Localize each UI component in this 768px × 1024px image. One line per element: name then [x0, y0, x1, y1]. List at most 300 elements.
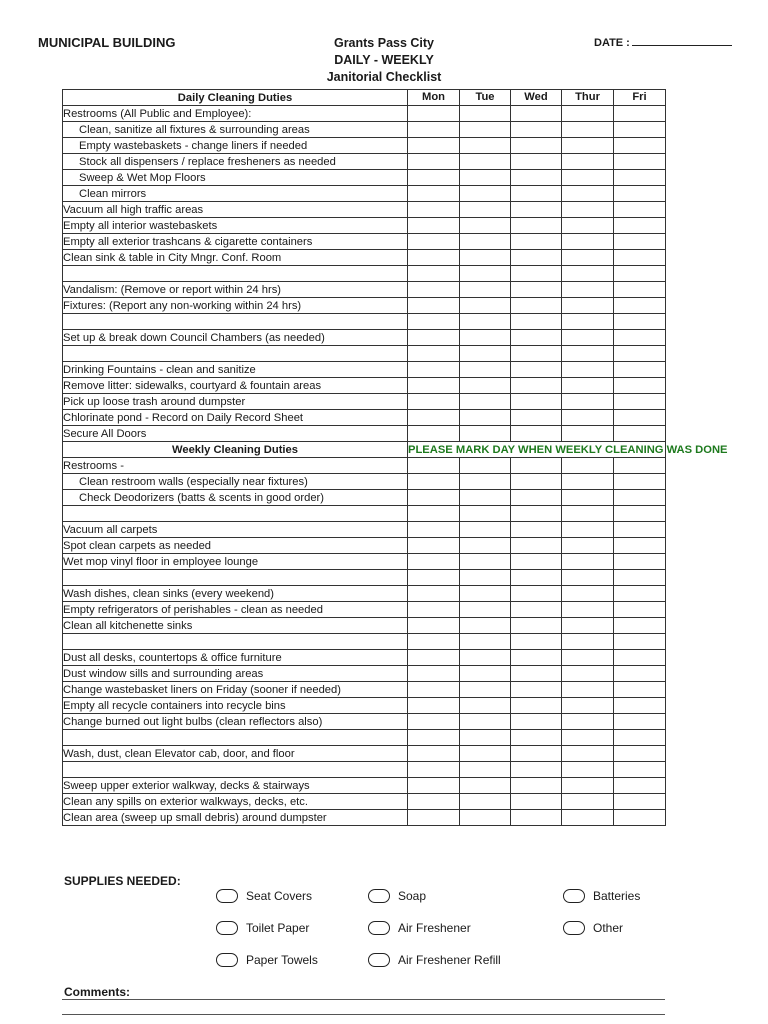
weekly-row: [63, 538, 666, 554]
check-cell-mon[interactable]: [408, 346, 460, 362]
check-cell-wed[interactable]: [511, 202, 562, 218]
check-cell-mon[interactable]: [408, 474, 460, 490]
weekly-row: [63, 522, 666, 538]
check-cell-thur[interactable]: [562, 762, 614, 778]
check-cell-mon[interactable]: [408, 538, 460, 554]
check-cell-wed[interactable]: [511, 746, 562, 762]
check-cell-thur[interactable]: [562, 554, 614, 570]
supply-option-soap[interactable]: [368, 887, 426, 905]
check-cell-tue[interactable]: [460, 714, 511, 730]
check-cell-mon[interactable]: [408, 186, 460, 202]
check-cell-fri[interactable]: [614, 458, 666, 474]
check-cell-wed[interactable]: [511, 106, 562, 122]
check-cell-fri[interactable]: [614, 618, 666, 634]
check-cell-thur[interactable]: [562, 346, 614, 362]
check-cell-tue[interactable]: [460, 170, 511, 186]
check-cell-tue[interactable]: [460, 394, 511, 410]
check-cell-tue[interactable]: [460, 362, 511, 378]
daily-row: [63, 410, 666, 426]
check-cell-tue[interactable]: [460, 298, 511, 314]
check-cell-tue[interactable]: [460, 122, 511, 138]
check-cell-wed[interactable]: [511, 666, 562, 682]
supply-label: Batteries: [593, 889, 641, 903]
check-cell-thur[interactable]: [562, 682, 614, 698]
supply-option-other[interactable]: [563, 919, 623, 937]
supply-label: Air Freshener Refill: [398, 953, 501, 967]
check-cell-tue[interactable]: [460, 794, 511, 810]
check-cell-tue[interactable]: [460, 346, 511, 362]
check-cell-tue[interactable]: [460, 538, 511, 554]
check-cell-wed[interactable]: [511, 170, 562, 186]
check-cell-tue[interactable]: [460, 570, 511, 586]
check-cell-tue[interactable]: [460, 762, 511, 778]
checkbox-oval[interactable]: [368, 889, 390, 903]
date-field[interactable]: [594, 35, 732, 49]
check-cell-wed[interactable]: [511, 362, 562, 378]
check-cell-tue[interactable]: [460, 522, 511, 538]
check-cell-tue[interactable]: [460, 618, 511, 634]
check-cell-thur[interactable]: [562, 250, 614, 266]
check-cell-thur[interactable]: [562, 746, 614, 762]
check-cell-fri[interactable]: [614, 138, 666, 154]
weekly-header-row: [63, 442, 666, 458]
check-cell-mon[interactable]: [408, 746, 460, 762]
supply-option-paper-towels[interactable]: [216, 951, 318, 969]
daily-row: [63, 378, 666, 394]
check-cell-tue[interactable]: [460, 474, 511, 490]
check-cell-fri[interactable]: [614, 538, 666, 554]
task-label: Vacuum all high traffic areas: [63, 202, 408, 218]
check-cell-wed[interactable]: [511, 314, 562, 330]
check-cell-tue[interactable]: [460, 602, 511, 618]
check-cell-fri[interactable]: [614, 170, 666, 186]
daily-row: [63, 362, 666, 378]
check-cell-thur[interactable]: [562, 138, 614, 154]
check-cell-mon[interactable]: [408, 330, 460, 346]
check-cell-tue[interactable]: [460, 330, 511, 346]
check-cell-thur[interactable]: [562, 602, 614, 618]
task-label: Restrooms -: [63, 458, 408, 474]
check-cell-wed[interactable]: [511, 186, 562, 202]
date-blank-line[interactable]: [632, 35, 732, 46]
check-cell-fri[interactable]: [614, 570, 666, 586]
supply-option-seat-covers[interactable]: [216, 887, 312, 905]
check-cell-mon[interactable]: [408, 554, 460, 570]
check-cell-mon[interactable]: [408, 810, 460, 826]
checkbox-oval[interactable]: [216, 889, 238, 903]
check-cell-mon[interactable]: [408, 698, 460, 714]
check-cell-fri[interactable]: [614, 234, 666, 250]
check-cell-tue[interactable]: [460, 666, 511, 682]
check-cell-wed[interactable]: [511, 122, 562, 138]
check-cell-mon[interactable]: [408, 682, 460, 698]
check-cell-wed[interactable]: [511, 554, 562, 570]
task-label: [63, 506, 408, 522]
daily-row: [63, 202, 666, 218]
check-cell-tue[interactable]: [460, 506, 511, 522]
check-cell-thur[interactable]: [562, 186, 614, 202]
check-cell-mon[interactable]: [408, 234, 460, 250]
check-cell-mon[interactable]: [408, 218, 460, 234]
check-cell-fri[interactable]: [614, 666, 666, 682]
check-cell-mon[interactable]: [408, 362, 460, 378]
weekly-instruction-note: PLEASE MARK DAY WHEN WEEKLY CLEANING WAS DONE: [408, 443, 728, 456]
check-cell-wed[interactable]: [511, 570, 562, 586]
check-cell-thur[interactable]: [562, 154, 614, 170]
weekly-row: [63, 746, 666, 762]
check-cell-thur[interactable]: [562, 122, 614, 138]
check-cell-mon[interactable]: [408, 394, 460, 410]
check-cell-tue[interactable]: [460, 282, 511, 298]
check-cell-mon[interactable]: [408, 378, 460, 394]
check-cell-mon[interactable]: [408, 778, 460, 794]
check-cell-thur[interactable]: [562, 298, 614, 314]
check-cell-fri[interactable]: [614, 554, 666, 570]
date-label: DATE :: [594, 37, 630, 49]
check-cell-thur[interactable]: [562, 586, 614, 602]
weekly-row: [63, 730, 666, 746]
task-label: Chlorinate pond - Record on Daily Record Sheet: [63, 410, 408, 426]
checkbox-oval[interactable]: [368, 921, 390, 935]
check-cell-tue[interactable]: [460, 314, 511, 330]
check-cell-mon[interactable]: [408, 794, 460, 810]
check-cell-tue[interactable]: [460, 698, 511, 714]
check-cell-tue[interactable]: [460, 458, 511, 474]
check-cell-thur[interactable]: [562, 730, 614, 746]
check-cell-thur[interactable]: [562, 330, 614, 346]
check-cell-thur[interactable]: [562, 490, 614, 506]
comments-line[interactable]: [62, 1014, 665, 1015]
task-label: Empty all interior wastebaskets: [63, 218, 408, 234]
check-cell-wed[interactable]: [511, 506, 562, 522]
check-cell-tue[interactable]: [460, 778, 511, 794]
check-cell-fri[interactable]: [614, 346, 666, 362]
check-cell-fri[interactable]: [614, 410, 666, 426]
weekly-row: [63, 650, 666, 666]
check-cell-wed[interactable]: [511, 650, 562, 666]
check-cell-fri[interactable]: [614, 682, 666, 698]
check-cell-fri[interactable]: [614, 778, 666, 794]
task-label: Wash, dust, clean Elevator cab, door, and floor: [63, 746, 408, 762]
check-cell-fri[interactable]: [614, 506, 666, 522]
check-cell-thur[interactable]: [562, 474, 614, 490]
daily-row: [63, 298, 666, 314]
task-label: Clean all kitchenette sinks: [63, 618, 408, 634]
check-cell-wed[interactable]: [511, 250, 562, 266]
weekly-row: [63, 794, 666, 810]
task-label: Set up & break down Council Chambers (as needed): [63, 330, 408, 346]
check-cell-thur[interactable]: [562, 650, 614, 666]
check-cell-wed[interactable]: [511, 410, 562, 426]
task-label: Empty all recycle containers into recycle bins: [63, 698, 408, 714]
checkbox-oval[interactable]: [563, 889, 585, 903]
check-cell-wed[interactable]: [511, 810, 562, 826]
check-cell-tue[interactable]: [460, 234, 511, 250]
task-label: Remove litter: sidewalks, courtyard & fountain areas: [63, 378, 408, 394]
daily-row: [63, 346, 666, 362]
daily-row: [63, 186, 666, 202]
check-cell-fri[interactable]: [614, 602, 666, 618]
weekly-row: [63, 762, 666, 778]
task-label: Change wastebasket liners on Friday (sooner if needed): [63, 682, 408, 698]
check-cell-thur[interactable]: [562, 378, 614, 394]
check-cell-thur[interactable]: [562, 570, 614, 586]
weekly-row: [63, 714, 666, 730]
check-cell-thur[interactable]: [562, 618, 614, 634]
check-cell-mon[interactable]: [408, 586, 460, 602]
check-cell-mon[interactable]: [408, 650, 460, 666]
check-cell-fri[interactable]: [614, 362, 666, 378]
weekly-row: [63, 810, 666, 826]
check-cell-thur[interactable]: [562, 666, 614, 682]
check-cell-mon[interactable]: [408, 266, 460, 282]
daily-rows: [63, 106, 666, 442]
check-cell-fri[interactable]: [614, 474, 666, 490]
check-cell-mon[interactable]: [408, 282, 460, 298]
check-cell-wed[interactable]: [511, 586, 562, 602]
check-cell-wed[interactable]: [511, 298, 562, 314]
check-cell-wed[interactable]: [511, 266, 562, 282]
supply-label: Paper Towels: [246, 953, 318, 967]
check-cell-mon[interactable]: [408, 634, 460, 650]
check-cell-wed[interactable]: [511, 730, 562, 746]
check-cell-fri[interactable]: [614, 218, 666, 234]
check-cell-fri[interactable]: [614, 730, 666, 746]
check-cell-tue[interactable]: [460, 810, 511, 826]
check-cell-tue[interactable]: [460, 490, 511, 506]
check-cell-tue[interactable]: [460, 554, 511, 570]
check-cell-thur[interactable]: [562, 538, 614, 554]
check-cell-fri[interactable]: [614, 762, 666, 778]
check-cell-tue[interactable]: [460, 730, 511, 746]
check-cell-tue[interactable]: [460, 154, 511, 170]
check-cell-mon[interactable]: [408, 250, 460, 266]
check-cell-thur[interactable]: [562, 362, 614, 378]
check-cell-mon[interactable]: [408, 138, 460, 154]
check-cell-thur[interactable]: [562, 714, 614, 730]
check-cell-fri[interactable]: [614, 714, 666, 730]
task-label: Clean area (sweep up small debris) around dumpster: [63, 810, 408, 826]
check-cell-fri[interactable]: [614, 794, 666, 810]
check-cell-mon[interactable]: [408, 666, 460, 682]
check-cell-wed[interactable]: [511, 346, 562, 362]
check-cell-mon[interactable]: [408, 122, 460, 138]
supply-option-toilet-paper[interactable]: [216, 919, 309, 937]
check-cell-thur[interactable]: [562, 106, 614, 122]
day-header-mon: Mon: [408, 90, 460, 106]
check-cell-fri[interactable]: [614, 394, 666, 410]
check-cell-thur[interactable]: [562, 282, 614, 298]
task-label: Spot clean carpets as needed: [63, 538, 408, 554]
check-cell-thur[interactable]: [562, 634, 614, 650]
daily-row: [63, 170, 666, 186]
checkbox-oval[interactable]: [368, 953, 390, 967]
check-cell-fri[interactable]: [614, 426, 666, 442]
task-label: Vacuum all carpets: [63, 522, 408, 538]
check-cell-mon[interactable]: [408, 298, 460, 314]
check-cell-fri[interactable]: [614, 250, 666, 266]
checklist-table: [62, 89, 728, 826]
check-cell-tue[interactable]: [460, 378, 511, 394]
task-label: Fixtures: (Report any non-working within 24 hrs): [63, 298, 408, 314]
daily-row: [63, 314, 666, 330]
task-label: Empty wastebaskets - change liners if needed: [63, 138, 408, 154]
day-header-thur: Thur: [562, 90, 614, 106]
check-cell-mon[interactable]: [408, 426, 460, 442]
check-cell-thur[interactable]: [562, 698, 614, 714]
check-cell-fri[interactable]: [614, 698, 666, 714]
check-cell-tue[interactable]: [460, 682, 511, 698]
check-cell-thur[interactable]: [562, 202, 614, 218]
check-cell-thur[interactable]: [562, 218, 614, 234]
check-cell-tue[interactable]: [460, 746, 511, 762]
check-cell-mon[interactable]: [408, 410, 460, 426]
check-cell-wed[interactable]: [511, 522, 562, 538]
checkbox-oval[interactable]: [216, 953, 238, 967]
check-cell-thur[interactable]: [562, 778, 614, 794]
task-label: [63, 266, 408, 282]
check-cell-fri[interactable]: [614, 522, 666, 538]
check-cell-fri[interactable]: [614, 154, 666, 170]
check-cell-tue[interactable]: [460, 410, 511, 426]
check-cell-wed[interactable]: [511, 762, 562, 778]
checkbox-oval[interactable]: [216, 921, 238, 935]
check-cell-thur[interactable]: [562, 522, 614, 538]
check-cell-fri[interactable]: [614, 186, 666, 202]
check-cell-mon[interactable]: [408, 458, 460, 474]
daily-row: [63, 394, 666, 410]
check-cell-tue[interactable]: [460, 106, 511, 122]
check-cell-fri[interactable]: [614, 634, 666, 650]
daily-row: [63, 330, 666, 346]
check-cell-thur[interactable]: [562, 810, 614, 826]
check-cell-tue[interactable]: [460, 650, 511, 666]
check-cell-thur[interactable]: [562, 266, 614, 282]
check-cell-tue[interactable]: [460, 250, 511, 266]
check-cell-fri[interactable]: [614, 282, 666, 298]
check-cell-mon[interactable]: [408, 618, 460, 634]
check-cell-mon[interactable]: [408, 490, 460, 506]
check-cell-wed[interactable]: [511, 714, 562, 730]
check-cell-tue[interactable]: [460, 218, 511, 234]
daily-row: [63, 218, 666, 234]
check-cell-wed[interactable]: [511, 282, 562, 298]
weekly-row: [63, 698, 666, 714]
check-cell-fri[interactable]: [614, 330, 666, 346]
check-cell-thur[interactable]: [562, 234, 614, 250]
check-cell-wed[interactable]: [511, 378, 562, 394]
check-cell-wed[interactable]: [511, 154, 562, 170]
check-cell-fri[interactable]: [614, 490, 666, 506]
check-cell-fri[interactable]: [614, 298, 666, 314]
check-cell-tue[interactable]: [460, 266, 511, 282]
check-cell-thur[interactable]: [562, 410, 614, 426]
check-cell-thur[interactable]: [562, 314, 614, 330]
check-cell-wed[interactable]: [511, 698, 562, 714]
task-label: Dust all desks, countertops & office furniture: [63, 650, 408, 666]
supply-label: Soap: [398, 889, 427, 903]
supply-option-air-freshener[interactable]: [368, 919, 471, 937]
check-cell-wed[interactable]: [511, 458, 562, 474]
check-cell-wed[interactable]: [511, 234, 562, 250]
supply-option-batteries[interactable]: [563, 887, 640, 905]
check-cell-wed[interactable]: [511, 394, 562, 410]
check-cell-fri[interactable]: [614, 746, 666, 762]
check-cell-fri[interactable]: [614, 586, 666, 602]
check-cell-mon[interactable]: [408, 570, 460, 586]
supply-label: Seat Covers: [246, 889, 313, 903]
check-cell-wed[interactable]: [511, 602, 562, 618]
check-cell-wed[interactable]: [511, 618, 562, 634]
check-cell-wed[interactable]: [511, 538, 562, 554]
check-cell-thur[interactable]: [562, 426, 614, 442]
check-cell-wed[interactable]: [511, 330, 562, 346]
checkbox-oval[interactable]: [563, 921, 585, 935]
supply-option-air-freshener-refill[interactable]: [368, 951, 501, 969]
check-cell-mon[interactable]: [408, 762, 460, 778]
check-cell-thur[interactable]: [562, 794, 614, 810]
check-cell-tue[interactable]: [460, 202, 511, 218]
check-cell-wed[interactable]: [511, 778, 562, 794]
check-cell-mon[interactable]: [408, 506, 460, 522]
check-cell-fri[interactable]: [614, 314, 666, 330]
check-cell-fri[interactable]: [614, 650, 666, 666]
check-cell-wed[interactable]: [511, 218, 562, 234]
check-cell-wed[interactable]: [511, 682, 562, 698]
comments-line[interactable]: [62, 999, 665, 1000]
check-cell-thur[interactable]: [562, 394, 614, 410]
check-cell-wed[interactable]: [511, 634, 562, 650]
check-cell-mon[interactable]: [408, 170, 460, 186]
daily-row: [63, 154, 666, 170]
check-cell-mon[interactable]: [408, 314, 460, 330]
check-cell-thur[interactable]: [562, 170, 614, 186]
check-cell-fri[interactable]: [614, 122, 666, 138]
task-label: Check Deodorizers (batts & scents in good order): [63, 490, 408, 506]
check-cell-tue[interactable]: [460, 634, 511, 650]
check-cell-wed[interactable]: [511, 138, 562, 154]
daily-row: [63, 250, 666, 266]
daily-row: [63, 426, 666, 442]
check-cell-mon[interactable]: [408, 522, 460, 538]
check-cell-mon[interactable]: [408, 106, 460, 122]
check-cell-wed[interactable]: [511, 490, 562, 506]
task-label: Sweep upper exterior walkway, decks & stairways: [63, 778, 408, 794]
check-cell-tue[interactable]: [460, 138, 511, 154]
task-label: Drinking Fountains - clean and sanitize: [63, 362, 408, 378]
weekly-row: [63, 618, 666, 634]
check-cell-fri[interactable]: [614, 106, 666, 122]
check-cell-thur[interactable]: [562, 458, 614, 474]
check-cell-tue[interactable]: [460, 586, 511, 602]
check-cell-wed[interactable]: [511, 474, 562, 490]
check-cell-wed[interactable]: [511, 426, 562, 442]
check-cell-mon[interactable]: [408, 730, 460, 746]
check-cell-tue[interactable]: [460, 426, 511, 442]
check-cell-tue[interactable]: [460, 186, 511, 202]
check-cell-mon[interactable]: [408, 202, 460, 218]
task-label: Secure All Doors: [63, 426, 408, 442]
check-cell-mon[interactable]: [408, 602, 460, 618]
check-cell-fri[interactable]: [614, 202, 666, 218]
check-cell-mon[interactable]: [408, 714, 460, 730]
check-cell-fri[interactable]: [614, 810, 666, 826]
check-cell-mon[interactable]: [408, 154, 460, 170]
check-cell-thur[interactable]: [562, 506, 614, 522]
check-cell-fri[interactable]: [614, 378, 666, 394]
check-cell-wed[interactable]: [511, 794, 562, 810]
check-cell-fri[interactable]: [614, 266, 666, 282]
